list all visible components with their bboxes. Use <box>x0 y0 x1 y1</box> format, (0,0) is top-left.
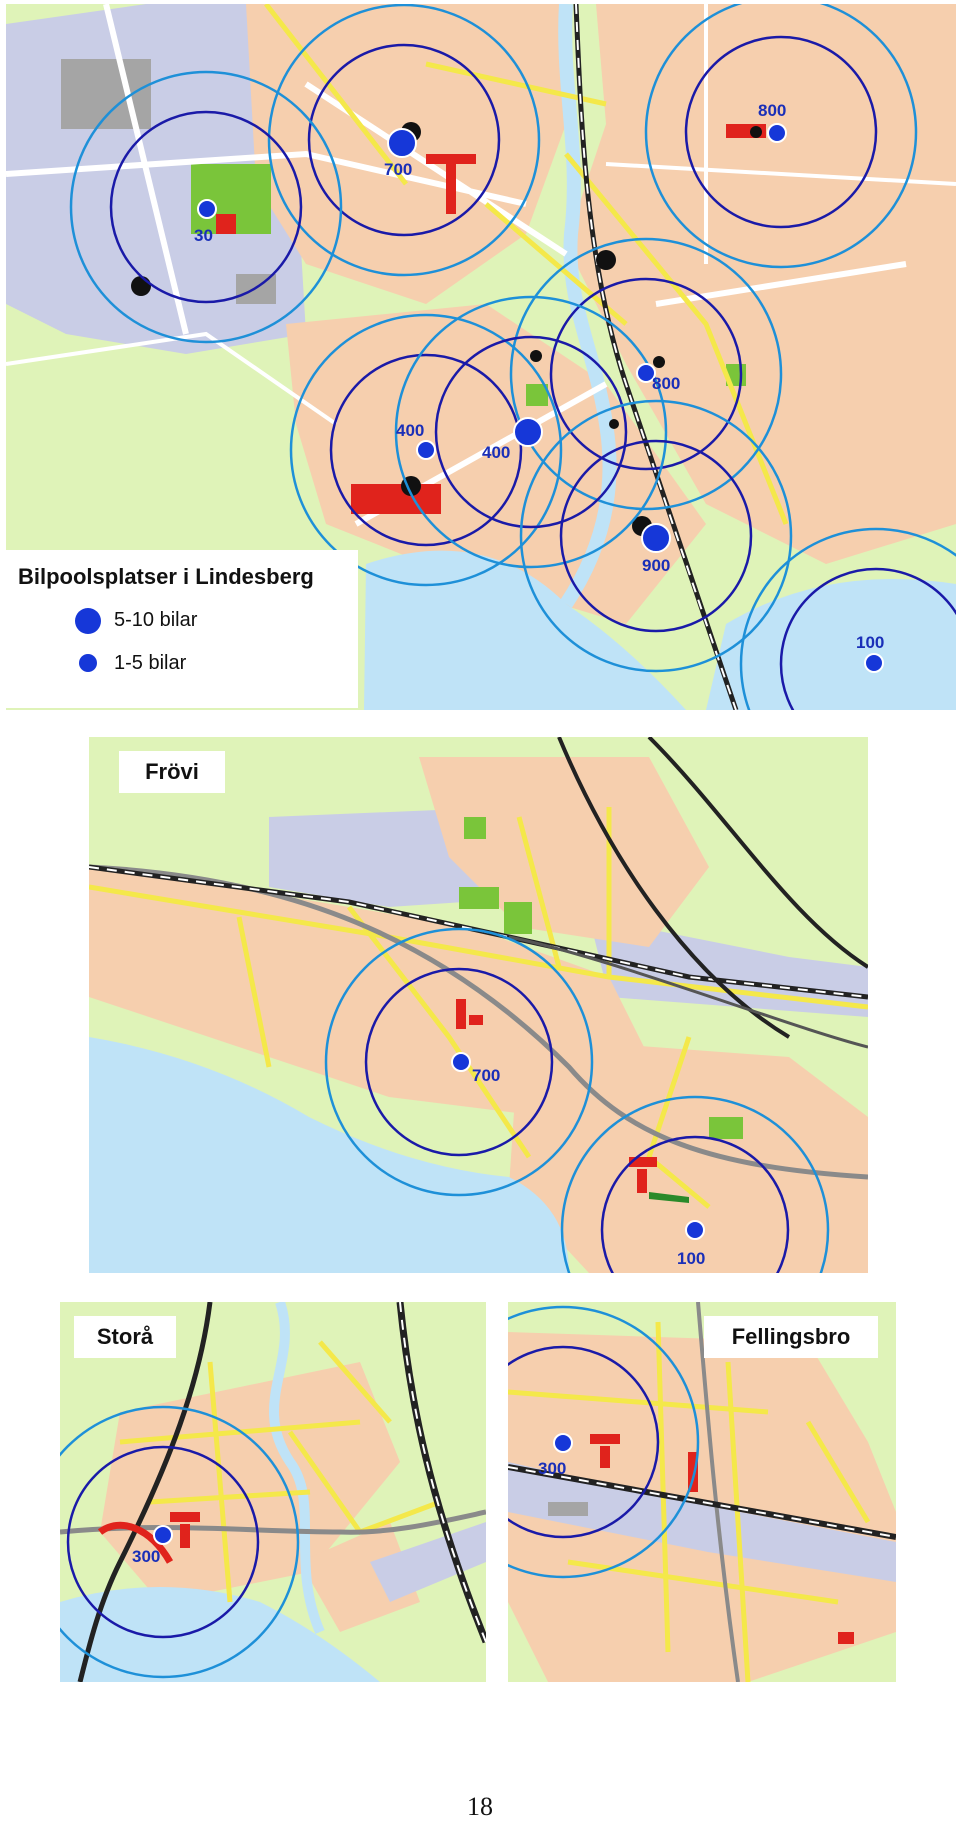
site-label: 800 <box>758 101 787 120</box>
site-label: 700 <box>384 160 413 179</box>
site-label: 900 <box>642 556 671 575</box>
page-number: 18 <box>467 1792 493 1821</box>
legend-item-small: 1-5 bilar <box>114 652 187 674</box>
site-label: 100 <box>856 633 885 652</box>
site-label: 700 <box>472 1066 501 1085</box>
stora-map-canvas <box>60 1302 486 1682</box>
fellingsbro-map-canvas <box>508 1302 896 1682</box>
site-marker[interactable] <box>642 524 670 552</box>
legend-item-large: 5-10 bilar <box>114 609 198 631</box>
site-label: 300 <box>538 1459 567 1478</box>
map-title-frovi: Frövi <box>119 751 225 793</box>
site-marker[interactable] <box>554 1434 572 1452</box>
site-marker[interactable] <box>452 1053 470 1071</box>
site-marker[interactable] <box>388 129 416 157</box>
site-marker[interactable] <box>198 200 216 218</box>
stora-map <box>60 1302 486 1682</box>
site-label: 400 <box>482 443 511 462</box>
large-dot-icon <box>75 608 101 634</box>
site-label: 100 <box>677 1249 706 1268</box>
frovi-map <box>89 737 868 1273</box>
site-marker[interactable] <box>768 124 786 142</box>
site-marker[interactable] <box>865 654 883 672</box>
small-dot-icon <box>79 654 97 672</box>
legend-title: Bilpoolsplatser i Lindesberg <box>18 564 314 589</box>
site-label: 300 <box>132 1547 161 1566</box>
map-title-fellingsbro: Fellingsbro <box>704 1316 878 1358</box>
site-label: 30 <box>194 226 213 245</box>
frovi-map-canvas <box>89 737 868 1273</box>
site-marker[interactable] <box>686 1221 704 1239</box>
map-title-stora: Storå <box>74 1316 176 1358</box>
site-marker[interactable] <box>154 1526 172 1544</box>
site-marker[interactable] <box>417 441 435 459</box>
fellingsbro-map <box>508 1302 896 1682</box>
site-marker[interactable] <box>514 418 542 446</box>
legend <box>6 550 358 708</box>
site-label: 800 <box>652 374 681 393</box>
site-label: 400 <box>396 421 425 440</box>
